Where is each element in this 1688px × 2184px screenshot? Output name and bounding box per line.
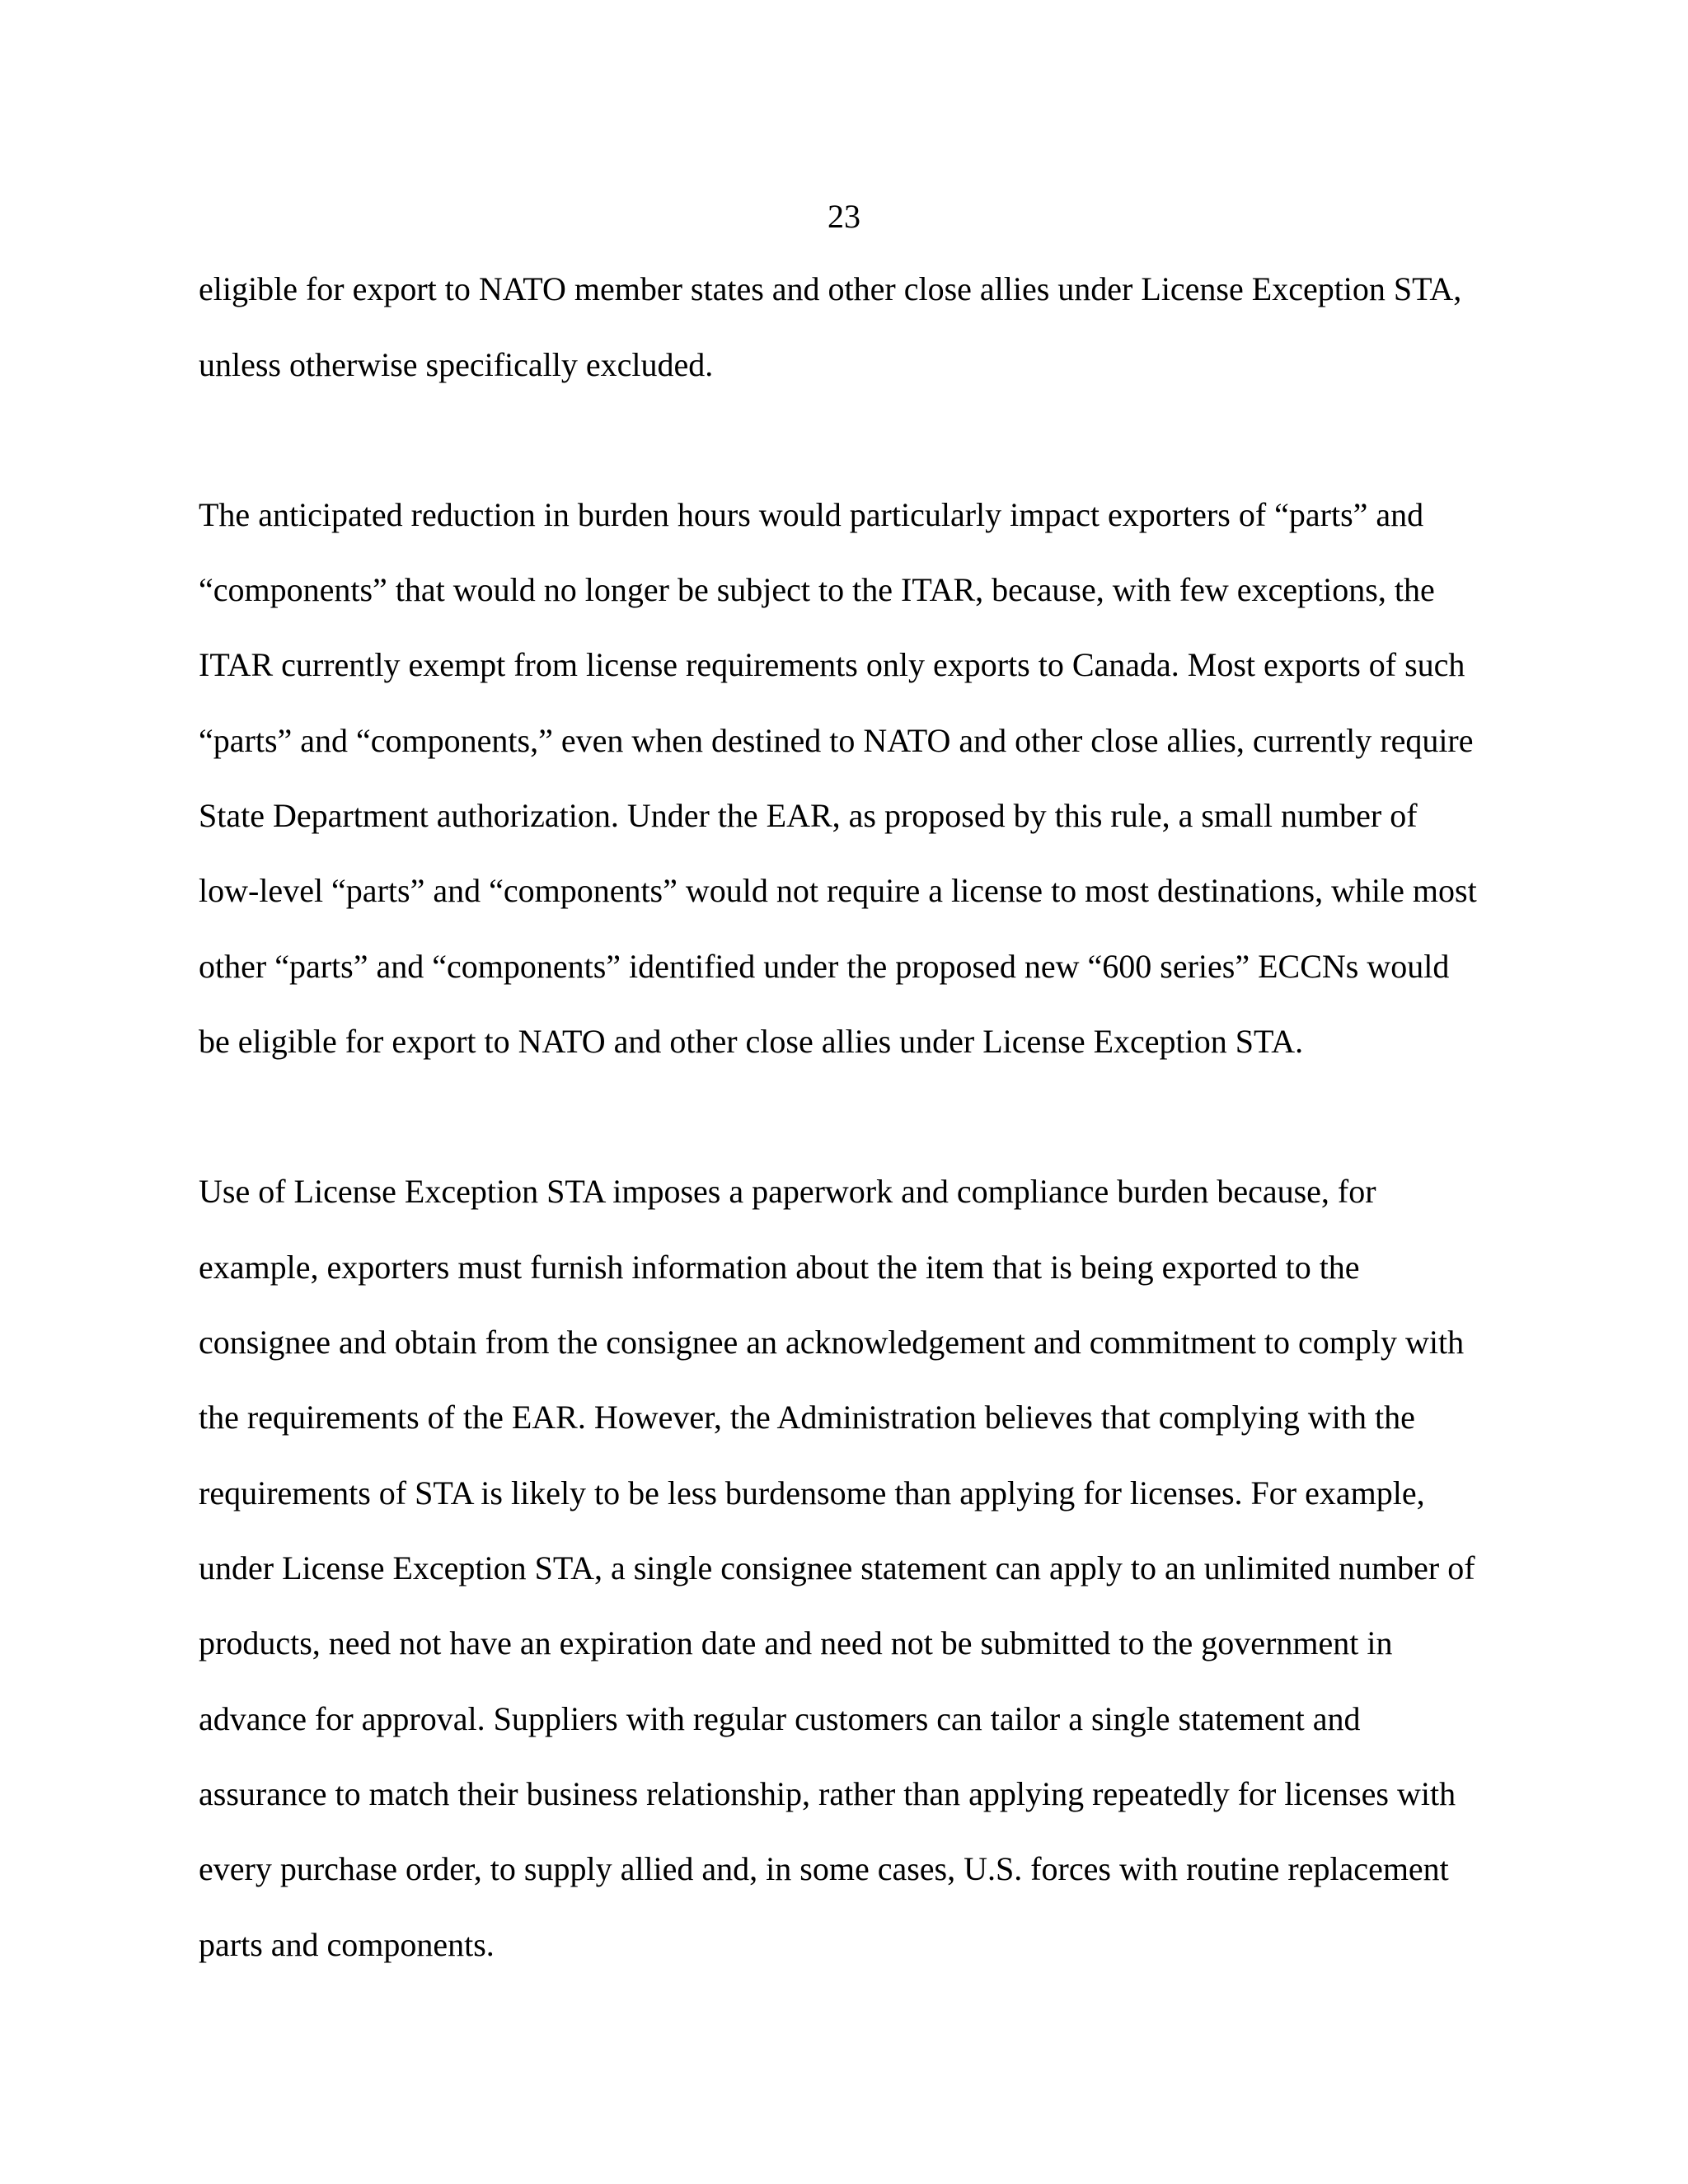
paragraph-2-line: low-level “parts” and “components” would not require a license to most destinations, while most — [199, 872, 1477, 909]
paragraph-3-line: assurance to match their business relationship, rather than applying repeatedly for licenses with — [199, 1775, 1456, 1812]
paragraph-2-line: other “parts” and “components” identified under the proposed new “600 series” ECCNs would — [199, 948, 1450, 985]
paragraph-1-line: eligible for export to NATO member states and other close allies under License Exception STA, — [199, 270, 1462, 307]
paragraph-3-line: the requirements of the EAR. However, the Administration believes that complying with the — [199, 1399, 1415, 1436]
paragraph-2-line: ITAR currently exempt from license requirements only exports to Canada. Most exports of such — [199, 646, 1465, 683]
page-number: 23 — [828, 198, 860, 235]
paragraph-3-line: example, exporters must furnish information about the item that is being exported to the — [199, 1249, 1360, 1286]
paragraph-3-line: requirements of STA is likely to be less burdensome than applying for licenses. For example, — [199, 1474, 1425, 1511]
paragraph-2-line: be eligible for export to NATO and other close allies under License Exception STA. — [199, 1023, 1304, 1060]
paragraph-2-line: The anticipated reduction in burden hours would particularly impact exporters of “parts” and — [199, 496, 1424, 533]
paragraph-3-line: Use of License Exception STA imposes a paperwork and compliance burden because, for — [199, 1173, 1376, 1210]
paragraph-3-line: advance for approval. Suppliers with regular customers can tailor a single statement and — [199, 1700, 1361, 1737]
paragraph-3-line: under License Exception STA, a single consignee statement can apply to an unlimited number of — [199, 1549, 1475, 1586]
paragraph-3-line: parts and components. — [199, 1926, 495, 1963]
paragraph-2-line: “components” that would no longer be subject to the ITAR, because, with few exceptions, the — [199, 571, 1435, 608]
paragraph-3-line: every purchase order, to supply allied and, in some cases, U.S. forces with routine replacement — [199, 1850, 1449, 1887]
paragraph-2-line: State Department authorization. Under the EAR, as proposed by this rule, a small number of — [199, 797, 1418, 834]
paragraph-3-line: products, need not have an expiration date and need not be submitted to the government in — [199, 1624, 1393, 1661]
paragraph-2-line: “parts” and “components,” even when destined to NATO and other close allies, currently require — [199, 722, 1474, 759]
paragraph-1-line: unless otherwise specifically excluded. — [199, 346, 714, 383]
paragraph-3-line: consignee and obtain from the consignee an acknowledgement and commitment to comply with — [199, 1324, 1465, 1361]
